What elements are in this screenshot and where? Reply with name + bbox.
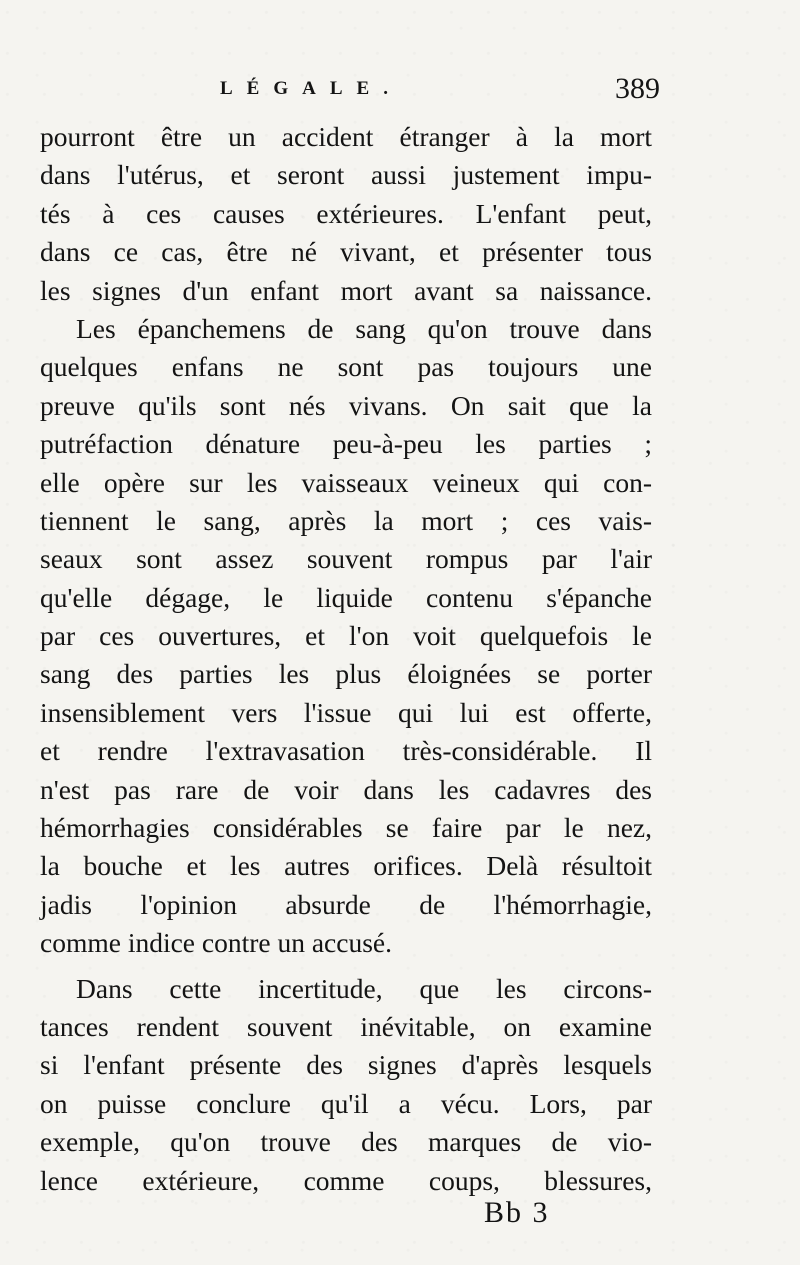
text-line: et rendre l'extravasation très-considérable. Il — [40, 735, 652, 767]
text-line: tiennent le sang, après la mort ; ces vais- — [40, 504, 652, 536]
text-line: quelques enfans ne sont pas toujours une — [40, 351, 652, 383]
text-line: les signes d'un enfant mort avant sa naissance. — [40, 274, 652, 306]
text-line: dans ce cas, être né vivant, et présenter tous — [40, 236, 652, 268]
text-line: la bouche et les autres orifices. Delà résultoit — [40, 850, 652, 882]
text-line: dans l'utérus, et seront aussi justement impu- — [40, 159, 652, 191]
text-line: tances rendent souvent inévitable, on examine — [40, 1010, 652, 1042]
text-line: tés à ces causes extérieures. L'enfant peut, — [40, 197, 652, 229]
text-line: qu'elle dégage, le liquide contenu s'épanche — [40, 581, 652, 613]
paragraph — [40, 310, 652, 963]
paragraph-gap — [40, 963, 652, 970]
running-head — [40, 72, 660, 106]
text-line: exemple, qu'on trouve des marques de vio- — [40, 1126, 652, 1158]
text-line: on puisse conclure qu'il a vécu. Lors, par — [40, 1087, 652, 1119]
text-line: elle opère sur les vaisseaux veineux qui con- — [40, 466, 652, 498]
signature-mark: Bb 3 — [484, 1196, 550, 1229]
text-line: seaux sont assez souvent rompus par l'air — [40, 543, 652, 575]
body-text — [40, 118, 652, 1200]
text-line: sang des parties les plus éloignées se porter — [40, 658, 652, 690]
text-line: preuve qu'ils sont nés vivans. On sait que la — [40, 389, 652, 421]
text-line: par ces ouvertures, et l'on voit quelquefois le — [40, 620, 652, 652]
paragraph — [40, 118, 652, 310]
text-line: jadis l'opinion absurde de l'hémorrhagie, — [40, 888, 652, 920]
running-title: LÉGALE. — [220, 78, 402, 99]
text-line: lence extérieure, comme coups, blessures, — [40, 1164, 652, 1196]
text-line: Dans cette incertitude, que les circons- — [76, 972, 652, 1004]
paragraph — [40, 970, 652, 1200]
text-line: pourront être un accident étranger à la mort — [40, 121, 652, 152]
page-number: 389 — [615, 72, 660, 105]
text-line: Les épanchemens de sang qu'on trouve dans — [76, 312, 652, 344]
text-line: insensiblement vers l'issue qui lui est offerte, — [40, 696, 652, 728]
text-line: hémorrhagies considérables se faire par le nez, — [40, 812, 652, 844]
text-line: n'est pas rare de voir dans les cadavres des — [40, 773, 652, 805]
text-line: putréfaction dénature peu-à-peu les parties ; — [40, 428, 652, 460]
text-line: comme indice contre un accusé. — [40, 927, 392, 959]
text-line: si l'enfant présente des signes d'après lesquels — [40, 1049, 652, 1081]
